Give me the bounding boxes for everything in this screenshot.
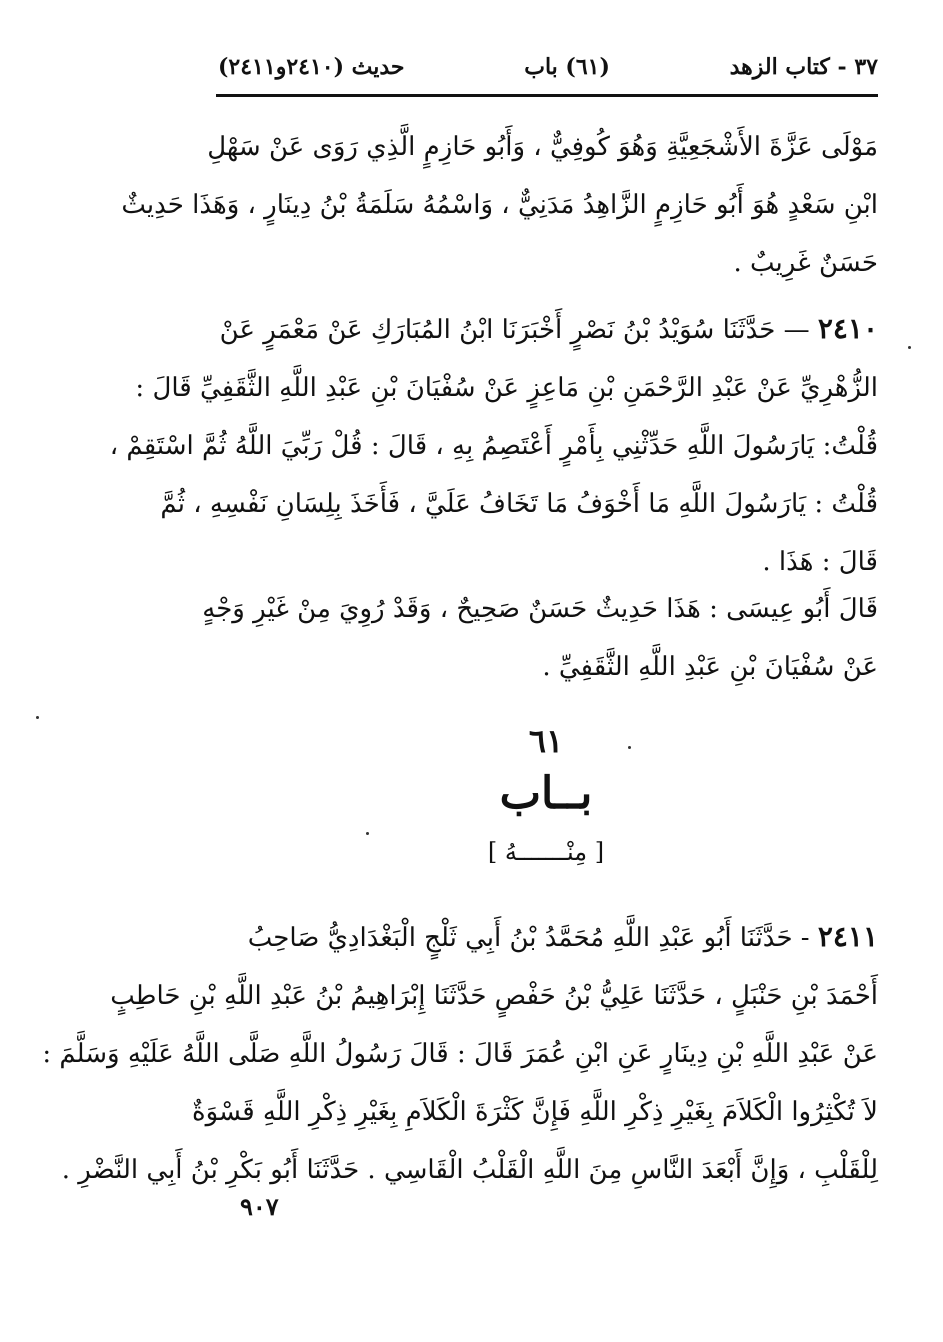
text-line: قُلْتُ: يَارَسُولَ اللَّهِ حَدِّثْنِي بِأَمْرٍ أَعْتَصِمُ بِهِ ، قَالَ : قُلْ رَبِّيَ اللَّهُ ثُمَّ اسْتَقِمْ ، [109,431,878,461]
text-line: أَحْمَدَ بْنِ حَنْبَلٍ ، حَدَّثَنَا عَلِيُّ بْنُ حَفْصٍ حَدَّثَنَا إِبْرَاهِيمُ بْنُ عَبْدِ اللَّهِ بْنِ حَاطِبٍ [110,981,878,1011]
text-line: حَسَنٌ غَرِيبٌ . [733,248,878,278]
text-line: عَنْ سُفْيَانَ بْنِ عَبْدِ اللَّهِ الثَّقَفِيِّ . [542,652,878,682]
paragraph-abu-isa [202,580,878,696]
text-line: ٢٤١١ - حَدَّثَنَا أَبُو عَبْدِ اللَّهِ مُحَمَّدُ بْنُ أَبِي ثَلْجٍ الْبَغْدَادِيُّ صَاحِبُ [247,920,878,953]
header-rule [216,94,878,97]
hadith-2411 [42,908,878,1199]
running-header [218,42,878,92]
text-line: لاَ تُكْثِرُوا الْكَلاَمَ بِغَيْرِ ذِكْرِ اللَّهِ فَإِنَّ كَثْرَةَ الْكَلاَمِ بِغَيْرِ ذِكْرِ اللَّهِ قَسْوَةٌ [191,1097,878,1127]
text-line: قَالَ : هَذَا . [762,547,878,577]
paragraph-1 [121,118,878,292]
text-line: عَنْ عَبْدِ اللَّهِ بْنِ دِينَارٍ عَنِ ابْنِ عُمَرَ قَالَ : قَالَ رَسُولُ اللَّهِ صَلَّى اللَّهُ عَلَيْهِ وَسَلَّمَ : [42,1039,878,1069]
page-number: ٩٠٧ [240,1192,279,1221]
text-line: لِلْقَلْبِ ، وَإِنَّ أَبْعَدَ النَّاسِ مِنَ اللَّهِ الْقَلْبُ الْقَاسِي . حَدَّثَنَا أَبُو بَكْرِ بْنُ أَبِي النَّضْرِ . [61,1155,878,1185]
scan-speck [908,346,911,349]
hadith-number: ٢٤١٠ [817,312,878,345]
text-line: ٢٤١٠ — حَدَّثَنَا سُوَيْدُ بْنُ نَصْرٍ أَخْبَرَنَا ابْنُ المُبَارَكِ عَنْ مَعْمَرٍ عَنْ [219,312,878,345]
text-line: قَالَ أَبُو عِيسَى : هَذَا حَدِيثٌ حَسَنٌ صَحِيحٌ ، وَقَدْ رُوِيَ مِنْ غَيْرِ وَجْهٍ [202,594,878,624]
chapter-subtitle: [ مِنْـــــــهُ ] [487,838,605,866]
scan-speck [36,716,39,719]
hadith-2410 [109,300,878,591]
header-book-title: ٣٧ - كتاب الزهد [729,54,878,80]
text-line: مَوْلَى عَزَّةَ الأَشْجَعِيَّةِ وَهُوَ كُوفِيٌّ ، وَأَبُو حَازِمٍ الَّذِي رَوَى عَنْ سَهْلِ [207,132,878,162]
text-line: قُلْتُ : يَارَسُولَ اللَّهِ مَا أَخْوَفُ مَا تَخَافُ عَلَيَّ ، فَأَخَذَ بِلِسَانِ نَفْسِهِ ، ثُمَّ [160,489,878,519]
scan-speck [366,832,369,835]
chapter-title: بــاب [499,768,593,819]
text-line: ابْنِ سَعْدٍ هُوَ أَبُو حَازِمٍ الزَّاهِدُ مَدَنِيٌّ ، وَاسْمُهُ سَلَمَةُ بْنُ دِينَارٍ ، وَهَذَا حَدِيثٌ [121,190,878,220]
header-chapter: (٦١) باب [524,54,610,80]
hadith-number: ٢٤١١ [817,920,878,953]
header-hadith-range: حديث (٢٤١٠و٢٤١١) [218,54,405,80]
text-line: الزُّهْرِيِّ عَنْ عَبْدِ الرَّحْمَنِ بْنِ مَاعِزٍ عَنْ سُفْيَانَ بْنِ عَبْدِ اللَّهِ الثَّقَفِيِّ قَالَ : [135,373,878,403]
chapter-number: ٦١ [528,722,564,760]
scan-speck [628,746,631,749]
